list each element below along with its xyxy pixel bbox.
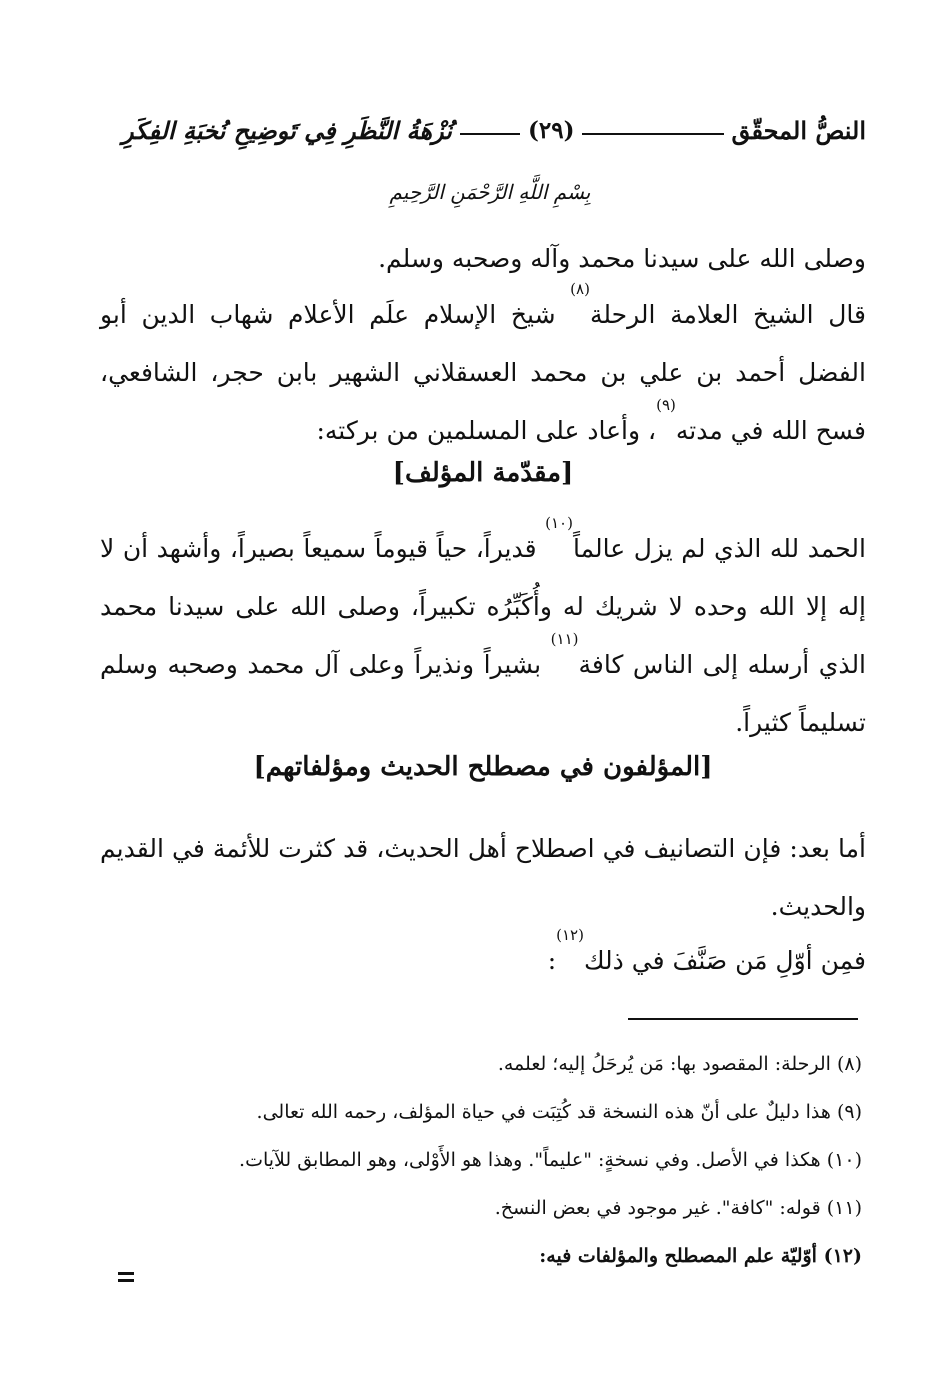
section-heading-author-intro: [مقدّمة المؤلف]: [392, 458, 574, 488]
intro-line-text: وصلى الله على سيدنا محمد وآله وصحبه وسلم.: [378, 244, 866, 273]
section-heading-authors: [المؤلفون في مصطلح الحديث ومؤلفاتهم]: [253, 752, 713, 782]
author-intro-paragraph: [100, 514, 912, 752]
footnote-10: (١٠) هكذا في الأصل. وفي نسخةٍ: "عليماً". وهذا هو الأَوْلى، وهو المطابق للآيات.: [239, 1149, 862, 1171]
intro-text-a: قال الشيخ العلامة الرحلة: [589, 300, 866, 329]
intro-text-c: ، وأعاد على المسلمين من بركته:: [316, 416, 657, 445]
footnote-8: (٨) الرحلة: المقصود بها: مَن يُرحَلُ إليه؛ لعلمه.: [497, 1053, 862, 1075]
first-author-text-b: :: [547, 946, 557, 975]
basmala-text: بِسْمِ اللَّهِ الرَّحْمَنِ الرَّحِيمِ: [389, 180, 591, 204]
header-rule-right: [582, 133, 723, 135]
intro-paragraph: [100, 280, 912, 460]
page-number: (٢٩): [527, 116, 575, 144]
footnote-ref-9[interactable]: (٩): [656, 396, 676, 414]
footnote-ref-11[interactable]: (١١): [550, 630, 579, 648]
first-author-text-a: فمِن أوّلِ مَن صَنَّفَ في ذلك: [583, 946, 866, 975]
intro-text-b: شيخ الإسلام علَم الأعلام شهاب الدين أبو الفضل أحمد بن علي بن محمد العسقلاني الشهير بابن حجر، الشافعي، فسح الله في مدته: [100, 300, 866, 445]
basmala-calligraphy: [370, 180, 610, 220]
footnote-divider: [628, 1018, 858, 1020]
authors-paragraph: [100, 820, 912, 936]
authors-paragraph-text: أما بعد: فإن التصانيف في اصطلاح أهل الحديث، قد كثرت للأئمة في القديم والحديث.: [100, 834, 866, 921]
continuation-mark: [118, 1272, 134, 1282]
author-intro-text-c: بشيراً ونذيراً وعلى آل محمد وصحبه وسلم تسليماً كثيراً.: [100, 650, 866, 737]
footnote-ref-8[interactable]: (٨): [570, 280, 590, 298]
footnote-11: (١١) قوله: "كافة". غير موجود في بعض النسخ.: [494, 1197, 862, 1219]
footnote-9: (٩) هذا دليلٌ على أنّ هذه النسخة قد كُتِبَت في حياة المؤلف، رحمه الله تعالى.: [256, 1101, 862, 1123]
header-right-title: النصُّ المحقّق: [731, 115, 866, 145]
header-left-title: نُزْهَةُ النَّظَرِ فِي تَوضِيحِ نُخبَةِ الفِكَرِ: [122, 115, 452, 145]
footnote-12: (١٢) أوّليّة علم المصطلح والمؤلفات فيه:: [539, 1245, 862, 1267]
running-header: [122, 112, 866, 148]
footnote-ref-10[interactable]: (١٠): [545, 514, 573, 532]
footnotes-block: [160, 1040, 862, 1280]
first-author-line: [100, 926, 912, 990]
author-intro-text-a: الحمد لله الذي لم يزل عالماً: [572, 534, 866, 563]
footnote-ref-12[interactable]: (١٢): [556, 926, 584, 944]
header-rule-left: [460, 133, 520, 135]
author-intro-text-b: قديراً، حياً قيوماً سميعاً بصيراً، وأشهد أن لا إله إلا الله وحده لا شريك له وأُكَبِّرُه تكبيراً، وصلى الله على سيدنا محمد الذي أرسله إلى الناس كافة: [100, 534, 867, 679]
intro-line: [100, 230, 912, 288]
